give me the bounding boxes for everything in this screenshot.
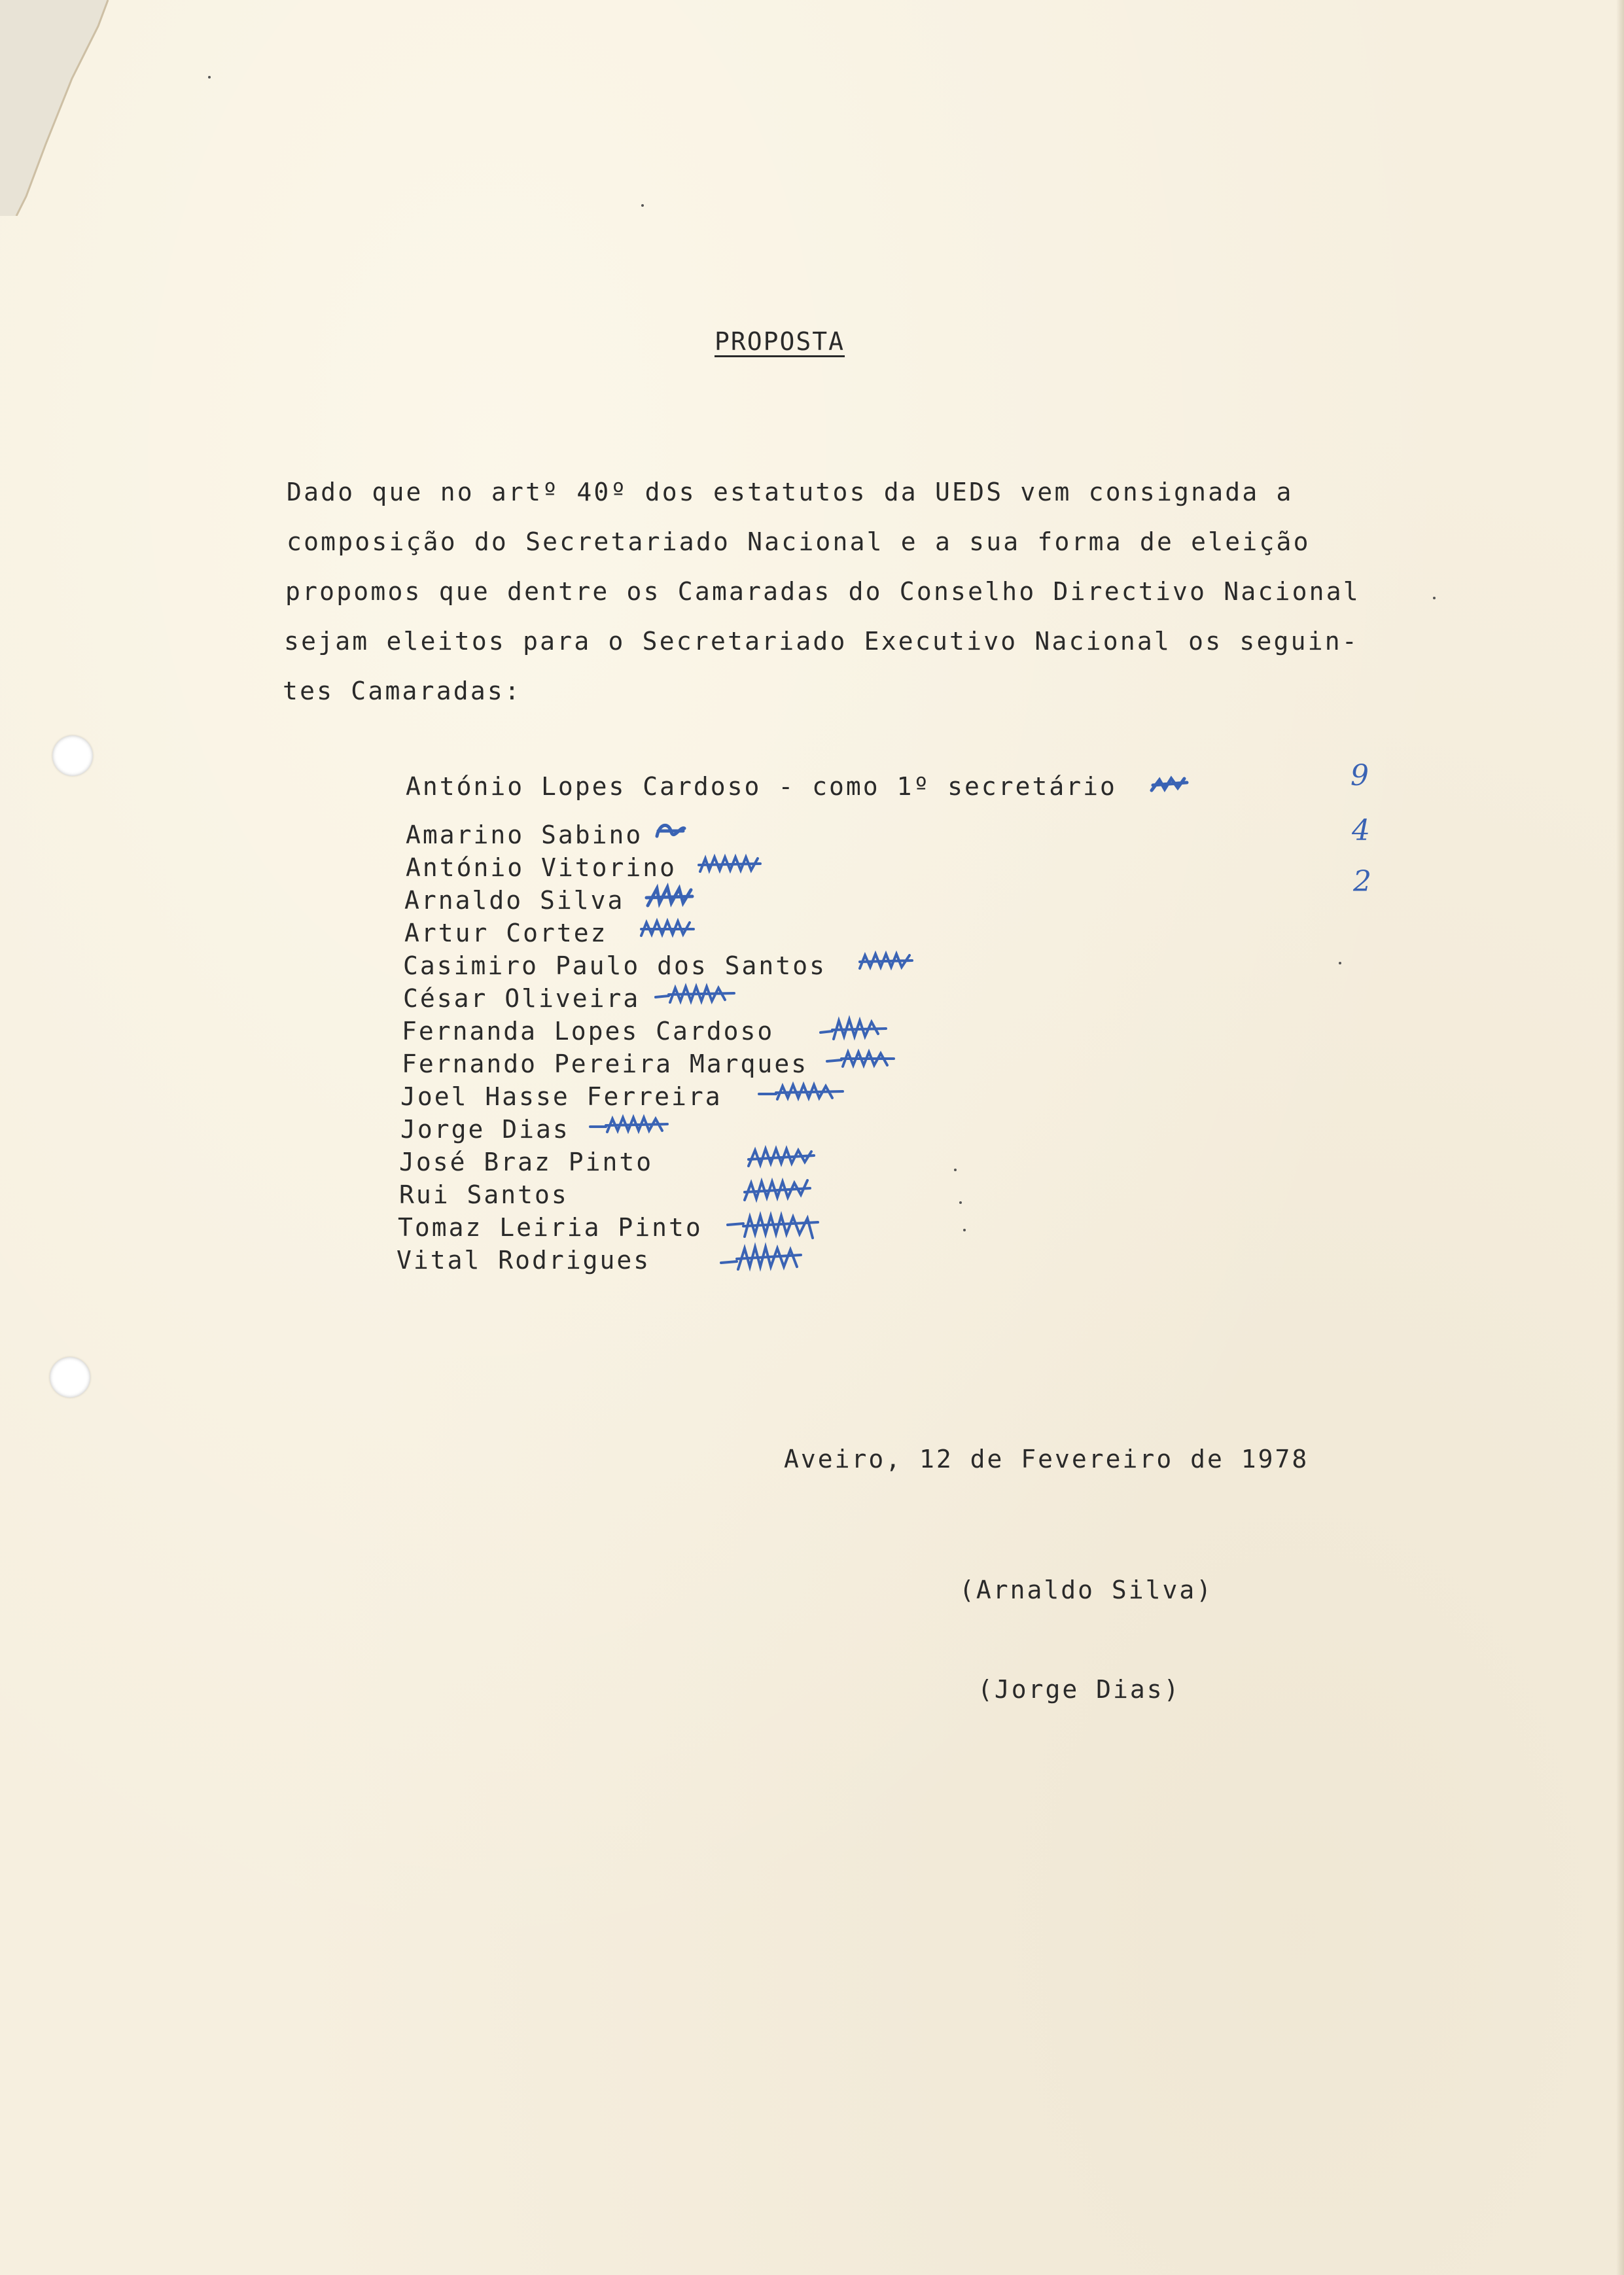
handwritten-tally-scribble (639, 916, 697, 942)
body-line: tes Camaradas: (283, 677, 522, 705)
nominee-name: Vital Rodrigues (397, 1246, 651, 1275)
handwritten-tally-scribble (1150, 772, 1190, 798)
handwritten-tally-number: 9 (1350, 759, 1369, 792)
page-edge-shadow (1616, 0, 1624, 2275)
handwritten-tally-scribble (645, 883, 695, 912)
nominee-name: Arnaldo Silva (404, 886, 625, 915)
handwritten-tally-scribble (589, 1112, 674, 1138)
handwritten-tally-number: 4 (1352, 814, 1370, 847)
nominee-name: José Braz Pinto (399, 1148, 654, 1176)
place-and-date: Aveiro, 12 de Fevereiro de 1978 (784, 1445, 1309, 1473)
handwritten-tally-scribble (826, 1047, 898, 1073)
handwritten-tally-scribble (654, 819, 687, 843)
nominee-name: Fernando Pereira Marques (402, 1049, 809, 1078)
body-line: sejam eleitos para o Secretariado Executivo Nacional os seguin- (284, 627, 1359, 656)
handwritten-tally-scribble (697, 852, 763, 878)
nominee-name: António Vitorino (406, 853, 677, 882)
paper-speck (208, 76, 211, 79)
handwritten-tally-scribble (653, 981, 738, 1009)
paper-speck (1339, 962, 1341, 964)
folded-corner (0, 0, 111, 216)
handwritten-tally-scribble (818, 1014, 890, 1044)
paper-speck (963, 1229, 966, 1231)
nominee-name: Rui Santos (399, 1180, 569, 1209)
punch-hole-bottom (50, 1357, 90, 1398)
signatory-name: (Jorge Dias) (978, 1675, 1181, 1704)
nominee-name: César Oliveira (403, 984, 641, 1013)
handwritten-tally-scribble (857, 949, 916, 975)
punch-hole-top (52, 735, 93, 776)
nominee-name: Artur Cortez (404, 919, 608, 947)
body-line: composição do Secretariado Nacional e a sua forma de eleição (287, 527, 1311, 556)
nominee-name: António Lopes Cardoso - como 1º secretário (406, 772, 1117, 801)
signatory-name: (Arnaldo Silva) (959, 1576, 1214, 1604)
paper-speck (1433, 597, 1436, 599)
handwritten-tally-scribble (758, 1080, 849, 1106)
nominee-name: Tomaz Leiria Pinto (398, 1213, 703, 1242)
body-line: propomos que dentre os Camaradas do Conselho Directivo Nacional (285, 577, 1360, 606)
nominee-name: Jorge Dias (400, 1115, 570, 1144)
handwritten-tally-scribble (746, 1144, 818, 1173)
handwritten-tally-scribble (720, 1241, 805, 1275)
handwritten-tally-number: 2 (1353, 865, 1371, 898)
paper-speck (954, 1169, 957, 1171)
nominee-name: Fernanda Lopes Cardoso (402, 1017, 775, 1046)
paper-speck (959, 1201, 962, 1204)
nominee-name: Casimiro Paulo dos Santos (403, 951, 826, 980)
body-line: Dado que no artº 40º dos estatutos da UEDS vem consignada a (287, 478, 1294, 506)
handwritten-tally-scribble (742, 1175, 814, 1207)
nominee-name: Joel Hasse Ferreira (400, 1082, 722, 1111)
document-title: PROPOSTA (715, 327, 845, 356)
paper-speck (641, 204, 644, 207)
nominee-name: Amarino Sabino (406, 820, 643, 849)
